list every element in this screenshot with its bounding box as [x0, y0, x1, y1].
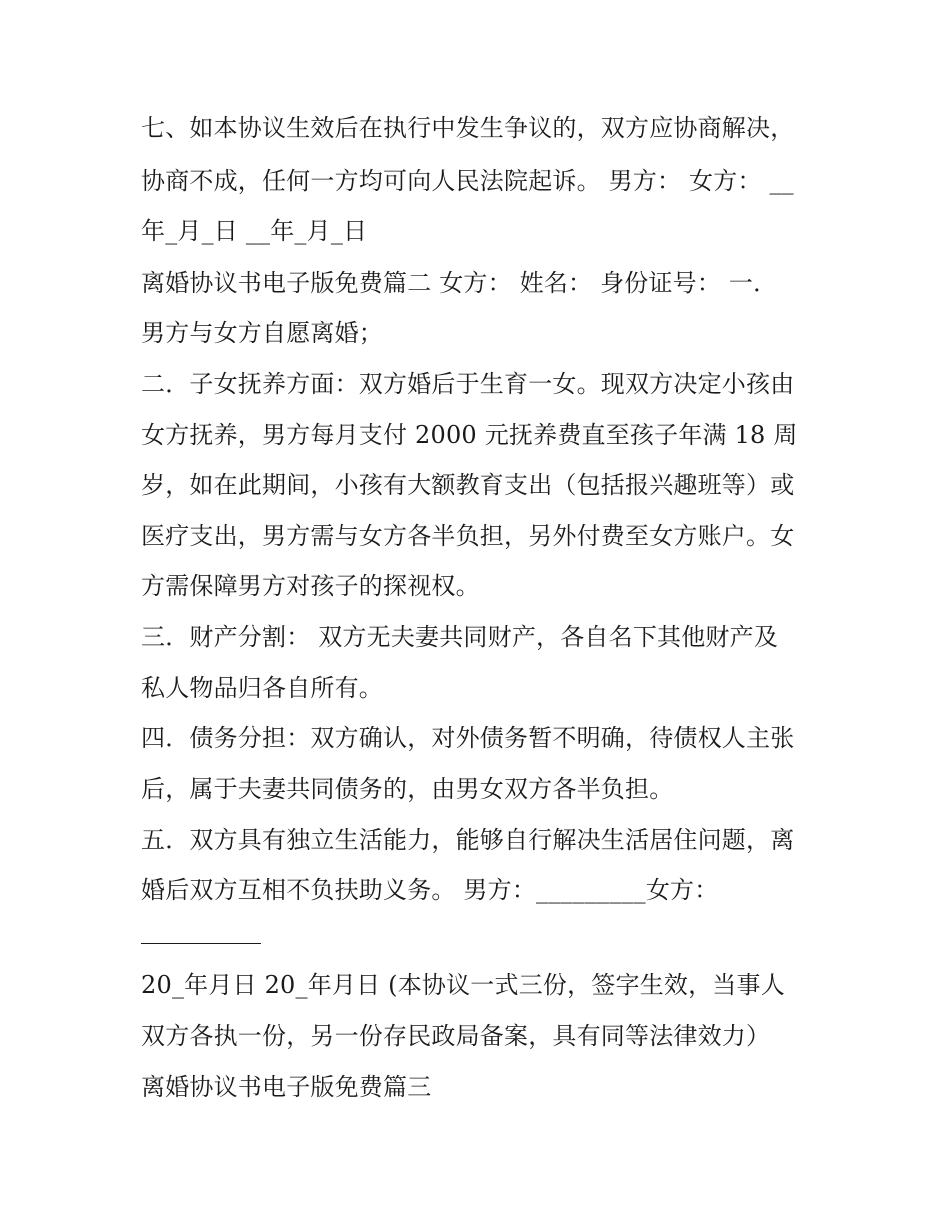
text-line: 协商不成，任何一方均可向人民法院起诉。 男方： 女方： __: [141, 167, 794, 195]
text-line: 二．子女抚养方面：双方婚后于生育一女。现双方决定小孩由: [141, 370, 795, 398]
signature-blank-line: [141, 943, 261, 944]
text-line: 后，属于夫妻共同债务的，由男女双方各半负担。: [141, 775, 674, 803]
text-line: 私人物品归各自所有。: [141, 674, 383, 702]
text-line: 年_月_日 __年_月_日: [141, 217, 368, 245]
text-line: 七、如本协议生效后在执行中发生争议的，双方应协商解决，: [141, 114, 795, 142]
text-line: 岁，如在此期间，小孩有大额教育支出（包括报兴趣班等）或: [141, 471, 795, 499]
text-line: 四．债务分担：双方确认，对外债务暂不明确，待债权人主张: [141, 724, 795, 752]
text-line: 离婚协议书电子版免费篇二 女方： 姓名： 身份证号： 一．: [141, 269, 778, 297]
text-line: 婚后双方互相不负扶助义务。 男方：_________女方：: [141, 876, 719, 904]
text-line: 女方抚养，男方每月支付 2000 元抚养费直至孩子年满 18 周: [141, 421, 798, 449]
text-line: 方需保障男方对孩子的探视权。: [141, 572, 480, 600]
text-line: 男方与女方自愿离婚；: [141, 319, 383, 347]
text-line: 20_年月日 20_年月日 (本协议一式三份，签字生效，当事人: [141, 971, 785, 999]
text-line: 离婚协议书电子版免费篇三: [141, 1073, 432, 1101]
text-line: 三．财产分割： 双方无夫妻共同财产，各自名下其他财产及: [141, 623, 779, 651]
text-line: 五．双方具有独立生活能力，能够自行解决生活居住问题，离: [141, 826, 795, 854]
text-line: 双方各执一份，另一份存民政局备案，具有同等法律效力）: [141, 1022, 771, 1050]
text-line: 医疗支出，男方需与女方各半负担，另外付费至女方账户。女: [141, 522, 795, 550]
